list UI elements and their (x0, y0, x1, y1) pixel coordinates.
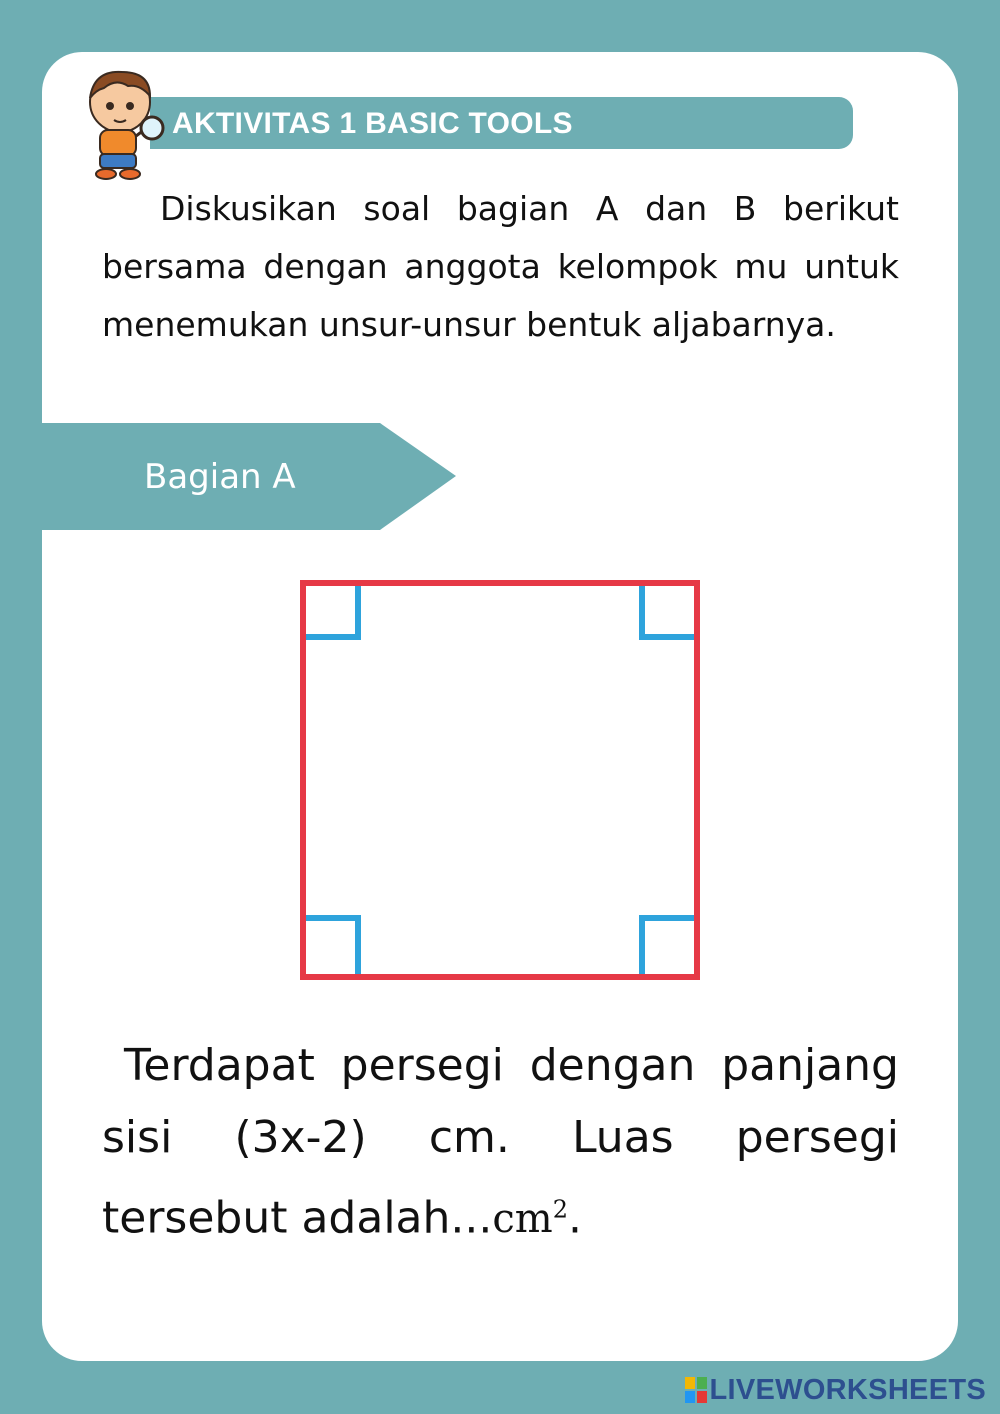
right-angle-mark-bottom-left (305, 918, 358, 975)
brand-name: LIVEWORKSHEETS (709, 1373, 986, 1406)
square-outline (303, 583, 697, 977)
activity-title: AKTIVITAS 1 BASIC TOOLS (172, 107, 573, 140)
right-angle-mark-bottom-right (642, 918, 695, 975)
end-punctuation: . (567, 1192, 582, 1244)
right-angle-mark-top-left (305, 585, 358, 637)
intro-paragraph: Diskusikan soal bagian A dan B berikut bersama dengan anggota kelompok mu untuk menemukan unsur-unsur bentuk aljabarnya. (102, 189, 899, 344)
section-label: Bagian A (144, 457, 296, 497)
footer-logo (685, 1372, 987, 1408)
square-figure (295, 575, 705, 985)
problem-statement (102, 1030, 899, 1255)
problem-text: Terdapat persegi dengan panjang sisi (3x-2) cm. Luas persegi tersebut adalah... (102, 1040, 899, 1244)
liveworksheets-logo-icon (685, 1377, 707, 1403)
right-angle-mark-top-right (642, 585, 695, 637)
unit-exponent: 2 (552, 1196, 568, 1224)
right-angle-marks (305, 585, 695, 975)
detective-boy-icon (70, 64, 170, 182)
area-unit: $cm^2$ (492, 1196, 568, 1243)
